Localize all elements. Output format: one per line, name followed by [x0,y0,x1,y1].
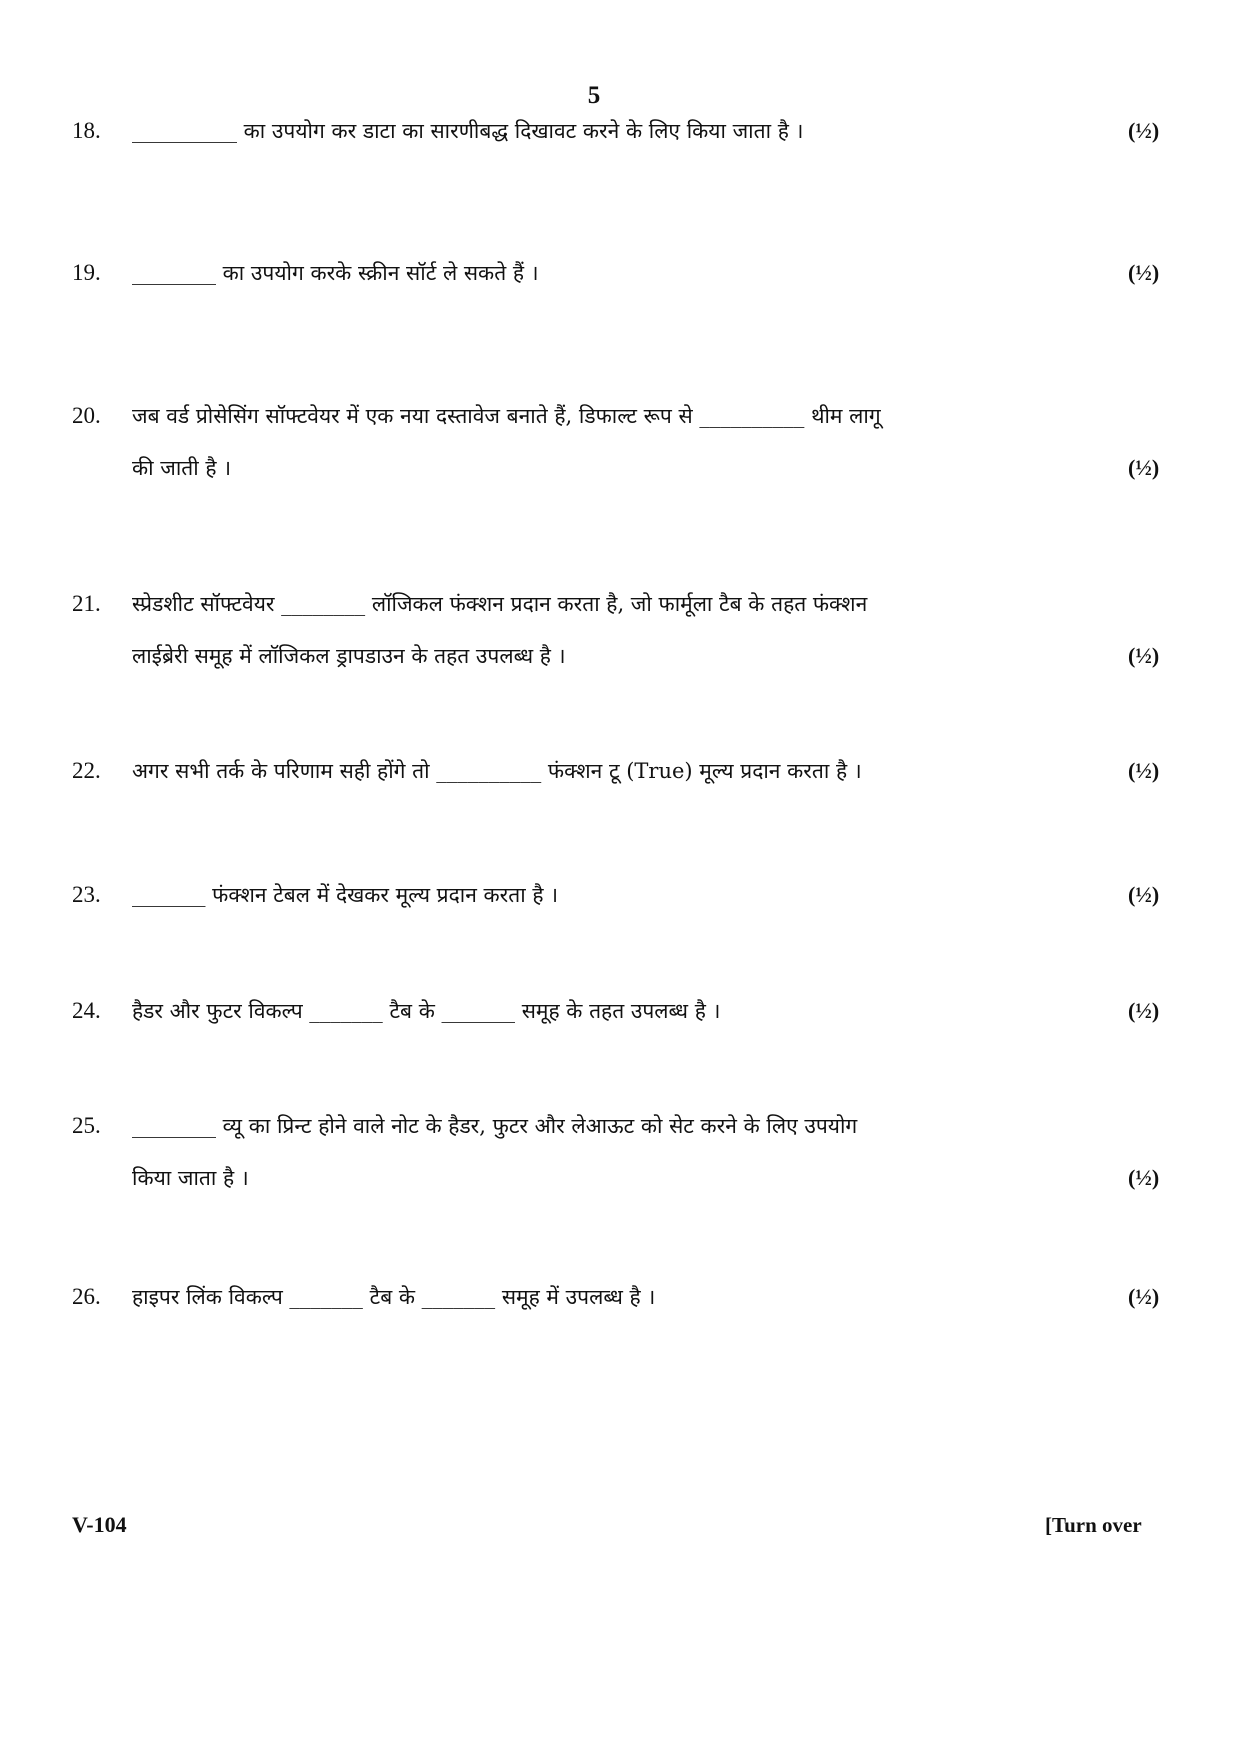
question-text: _______ फंक्शन टेबल में देखकर मूल्य प्रदान करता है । [132,883,559,907]
marks: (½) [1128,455,1160,480]
question-number: 24. [72,998,101,1023]
question-number: 23. [72,882,101,907]
question-text: अगर सभी तर्क के परिणाम सही होंगे तो __________ फंक्शन टू (True) मूल्य प्रदान करता है । [132,759,862,783]
marks: (½) [1128,118,1160,143]
question-24 [72,991,1172,1031]
question-21 [72,584,1172,684]
marks: (½) [1128,643,1160,668]
question-26 [72,1277,1172,1317]
question-number: 25. [72,1113,101,1138]
question-text-line-1: स्प्रेडशीट सॉफ्टवेयर ________ लॉजिकल फंक्शन प्रदान करता है, जो फार्मूला टैब के तहत फंक्शन [132,592,868,616]
marks: (½) [1128,998,1160,1023]
question-22 [72,751,1172,791]
question-text-line-1: ________ व्यू का प्रिन्ट होने वाले नोट के हैडर, फुटर और लेआऊट को सेट करने के लिए उपयोग [132,1114,858,1138]
question-18 [72,111,1172,151]
question-text-line-2: की जाती है । [132,456,232,480]
question-text-line-1: जब वर्ड प्रोसेसिंग सॉफ्टवेयर में एक नया दस्तावेज बनाते हैं, डिफाल्ट रूप से __________ थीम लागू [132,404,881,428]
question-text: __________ का उपयोग कर डाटा का सारणीबद्ध दिखावट करने के लिए किया जाता है । [132,119,804,143]
question-text-line-2: लाईब्रेरी समूह में लॉजिकल ड्रापडाउन के तहत उपलब्ध है । [132,644,566,668]
question-number: 18. [72,118,101,143]
question-text: हाइपर लिंक विकल्प _______ टैब के _______ समूह में उपलब्ध है । [132,1285,656,1309]
marks: (½) [1128,1284,1160,1309]
marks: (½) [1128,882,1160,907]
page-number: 5 [587,82,601,109]
paper-code: V-104 [72,1512,127,1537]
question-number: 21. [72,591,101,616]
marks: (½) [1128,758,1160,783]
question-number: 26. [72,1284,101,1309]
turn-over-note: [Turn over [1045,1513,1142,1537]
marks: (½) [1128,260,1160,285]
question-text: ________ का उपयोग करके स्क्रीन सॉर्ट ले सकते हैं । [132,261,539,285]
question-number: 19. [72,260,101,285]
question-23 [72,875,1172,915]
marks: (½) [1128,1165,1160,1190]
question-text: हैडर और फुटर विकल्प _______ टैब के _______ समूह के तहत उपलब्ध है । [132,999,721,1023]
question-number: 20. [72,403,101,428]
question-number: 22. [72,758,101,783]
question-text-line-2: किया जाता है । [132,1166,249,1190]
question-20 [72,396,1172,496]
question-25 [72,1106,1172,1206]
question-19 [72,253,1172,293]
